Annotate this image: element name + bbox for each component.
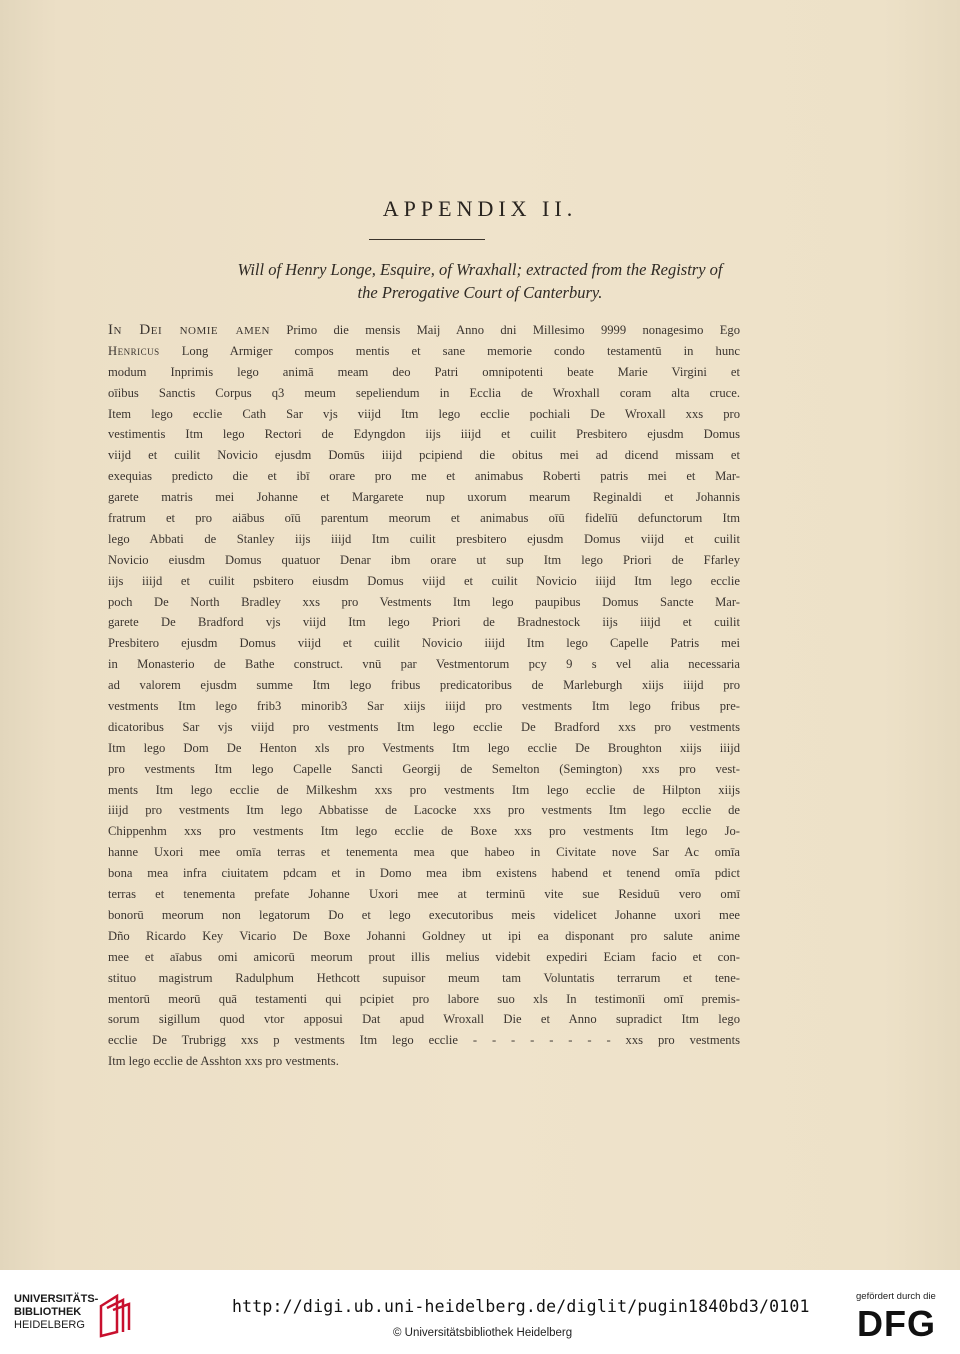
text-line: lego Abbati de Stanley iijs iiijd Itm cuilit presbitero ejusdm Domus viijd et cuilit (108, 531, 740, 546)
text-line: In Dei nomie amen Primo die mensis Maij Anno dni Millesimo 9999 nonagesimo Ego (108, 322, 741, 338)
text-line: Novicio eiusdm Domus quatuor Denar ibm orare ut sup Itm lego Priori de Ffarley (108, 552, 740, 567)
library-logo-text: UNIVERSITÄTS- BIBLIOTHEK HEIDELBERG (14, 1293, 99, 1331)
text-line: ecclie De Trubrigg xxs p vestments Itm lego ecclie - - - - - - - - xxs pro vestments (108, 1033, 740, 1048)
text-line: iiijd pro vestments Itm lego Abbatisse de Lacocke xxs pro vestments Itm lego ecclie de (108, 803, 740, 818)
opening-words: In Dei nomie amen (108, 322, 270, 338)
subtitle-line-1: Will of Henry Longe, Esquire, of Wraxhall; extracted from the Registry of (237, 260, 723, 279)
text-line: iijs iiijd et cuilit psbitero eiusdm Domus viijd et cuilit Novicio iiijd Itm lego ecclie (108, 573, 740, 588)
text-line: pro vestments Itm lego Capelle Sancti Georgij de Semelton (Semington) xxs pro vest- (108, 761, 740, 776)
subtitle-line-2: the Prerogative Court of Canterbury. (357, 283, 603, 302)
testator-name: Henricus (108, 343, 160, 358)
text-line: ad valorem ejusdm summe Itm lego fribus predicatoribus de Marleburgh xiijs iiijd pro (108, 678, 740, 693)
text-line: ments Itm lego ecclie de Milkeshm xxs pro vestments Itm lego ecclie de Hilpton xiijs (108, 782, 740, 797)
text-line: modum Inprimis lego animā meam deo Patri omnipotenti beate Marie Virgini et (108, 364, 740, 379)
text-line: dicatoribus Sar vjs viijd pro vestments Itm lego ecclie De Bradford xxs pro vestments (108, 719, 740, 734)
text-line: oīibus Sanctis Corpus q3 meum sepeliendum in Ecclia de Wroxhall coram alta cruce. (108, 385, 740, 400)
text-line: Itm lego ecclie de Asshton xxs pro vestments. (108, 1054, 339, 1069)
text-line: stituo magistrum Radulphum Hethcott supuisor meum tam Voluntatis terrarum et tene- (108, 970, 740, 985)
text-line: Henricus Long Armiger compos mentis et sane memorie condo testamentū in hunc (108, 343, 740, 358)
library-book-icon (97, 1292, 131, 1338)
text-line: Chippenhm xxs pro vestments Itm lego ecclie de Boxe xxs pro vestments Itm lego Jo- (108, 824, 740, 839)
page-heading: APPENDIX II. (382, 196, 578, 221)
text-line: Item lego ecclie Cath Sar vjs viijd Itm lego ecclie pochiali De Wroxall xxs pro (108, 406, 740, 421)
will-text (108, 320, 740, 1072)
permalink-url[interactable]: http://digi.ub.uni-heidelberg.de/diglit/pugin1840bd3/0101 (232, 1297, 810, 1316)
text-line: vestments Itm lego frib3 minorib3 Sar xiijs iiijd pro vestments Itm lego fribus pre- (108, 699, 740, 714)
text-line: terras et tenementa prefate Johanne Uxori mee at terminū vite sue Residuū vero omī (108, 887, 740, 902)
text-line: viijd et cuilit Novicio ejusdm Domūs iiijd pcipiend die obitus mei ad dicend missam et (108, 448, 740, 463)
page-subtitle (100, 258, 860, 304)
text-line: bonorū meorum non legatorum Do et lego executoribus meis videlicet Johanne uxori mee (108, 907, 740, 922)
text-line: fratrum et pro aiābus oīū parentum meorum et animabus oīū fidelīū defunctorum Itm (108, 511, 740, 526)
heading-rule (369, 239, 485, 240)
dfg-logo: DFG (857, 1303, 936, 1344)
text-line: hanne Uxori mee omīa terras et tenementa mea que habeo in Civitate nove Sar Ac omīa (108, 845, 740, 860)
text-line: Presbitero ejusdm Domus viijd et cuilit Novicio iiijd Itm lego Capelle Patris mei (108, 636, 740, 651)
text-line: garete De Bradford vjs viijd Itm lego Priori de Bradnestock iijs iiijd et cuilit (108, 615, 740, 630)
funding-label: gefördert durch die (856, 1291, 936, 1302)
text-line: garete matris mei Johanne et Margarete nup uxorum mearum Reginaldi et Johannis (108, 490, 740, 505)
text-line: exequias predicto die et ibī orare pro me et animabus Roberti patris mei et Mar- (108, 469, 740, 484)
viewer-footer (0, 1270, 960, 1354)
text-line: poch De North Bradley xxs pro Vestments Itm lego paupibus Domus Sancte Mar- (108, 594, 740, 609)
text-line: Itm lego Dom De Henton xls pro Vestments Itm lego ecclie De Broughton xiijs iiijd (108, 740, 740, 755)
text-line: Dño Ricardo Key Vicario De Boxe Johanni Goldney ut ipi ea disponant pro salute anime (108, 928, 740, 943)
text-line: mee et aīabus omi amicorū meorum prout illis melius videbit expediri Eciam facio et con- (108, 949, 740, 964)
text-line: sorum sigillum quod vtor apposui Dat apud Wroxall Die et Anno supradict Itm lego (108, 1012, 740, 1027)
copyright-notice: © Universitätsbibliothek Heidelberg (393, 1327, 573, 1339)
text-line: in Monasterio de Bathe construct. vnū par Vestmentorum pcy 9 s vel alia necessaria (108, 657, 740, 672)
text-line: bona mea infra ciuitatem pdcam et in Domo mea ibm existens habend et tenend omīa pdict (108, 866, 740, 881)
text-line: vestimentis Itm lego Rectori de Edyngdon iijs iiijd et cuilit Presbitero ejusdm Domus (108, 427, 740, 442)
text-line: mentorū meorū quā testamenti qui pcipiet pro labore suo xls In testimonīi omī premis- (108, 991, 740, 1006)
